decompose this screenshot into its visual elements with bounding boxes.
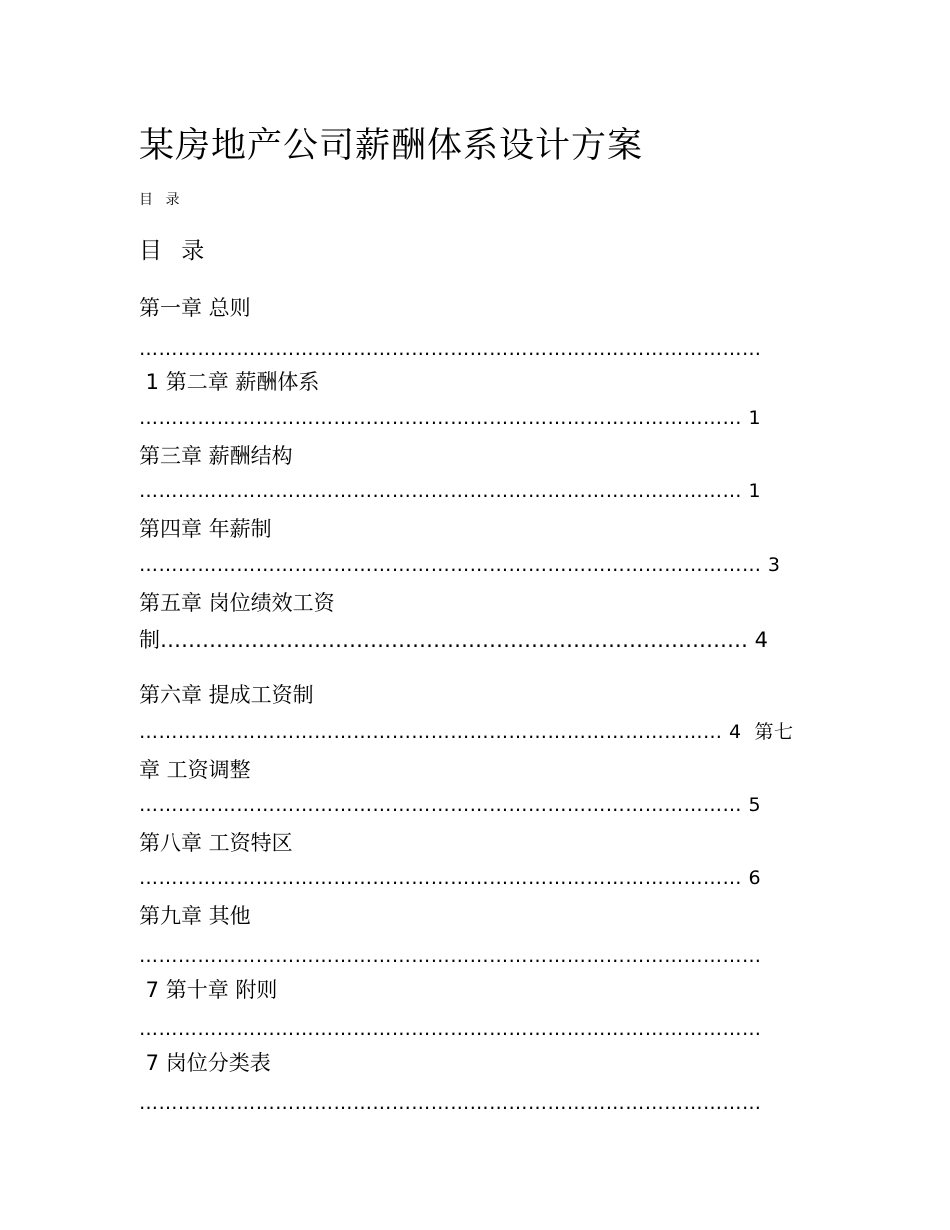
document-subtitle: 目 录 [139,192,184,208]
toc-entry-position-table: 7 岗位分类表 [139,1051,271,1075]
toc-entry-chapter-5: 第五章 岗位绩效工资 [139,591,335,615]
toc-entry-chapter-3: 第三章 薪酬结构 [139,444,293,468]
toc-leader-dots-page: ………………………………………………………………………………… 1 [139,480,761,502]
toc-entry-chapter-8: 第八章 工资特区 [139,831,293,855]
toc-leader-dots: …………………………………………………………………………………… [139,945,762,967]
toc-entry-chapter-6: 第六章 提成工资制 [139,683,314,707]
toc-leader-dots-page: ………………………………………………………………………………… 6 [139,867,761,889]
toc-leader-dots: …………………………………………………………………………………… [139,1018,762,1040]
toc-entry-chapter-5-cont: 制………………………………………………………………………… 4 [139,628,769,652]
toc-leader-dots-page: ………………………………………………………………………………… 1 [139,407,761,429]
toc-leader-dots: …………………………………………………………………………………… [139,338,762,360]
toc-leader-dots-page: …………………………………………………………………………………… 3 [139,554,781,576]
toc-entry-chapter-9: 第九章 其他 [139,904,251,928]
toc-leader-dots-page: ………………………………………………………………………………… 5 [139,794,761,816]
toc-entry-chapter-1: 第一章 总则 [139,296,251,320]
toc-entry-chapter-10: 7 第十章 附则 [139,978,278,1002]
toc-heading: 目 录 [139,238,211,264]
toc-leader-dots-page: ……………………………………………………………………………… 4 第七 [139,721,794,743]
toc-entry-chapter-7: 章 工资调整 [139,758,251,782]
toc-entry-chapter-2: 1 第二章 薪酬体系 [139,370,320,394]
toc-leader-dots: …………………………………………………………………………………… [139,1092,762,1114]
document-title: 某房地产公司薪酬体系设计方案 [139,126,644,166]
toc-entry-chapter-4: 第四章 年薪制 [139,517,272,541]
